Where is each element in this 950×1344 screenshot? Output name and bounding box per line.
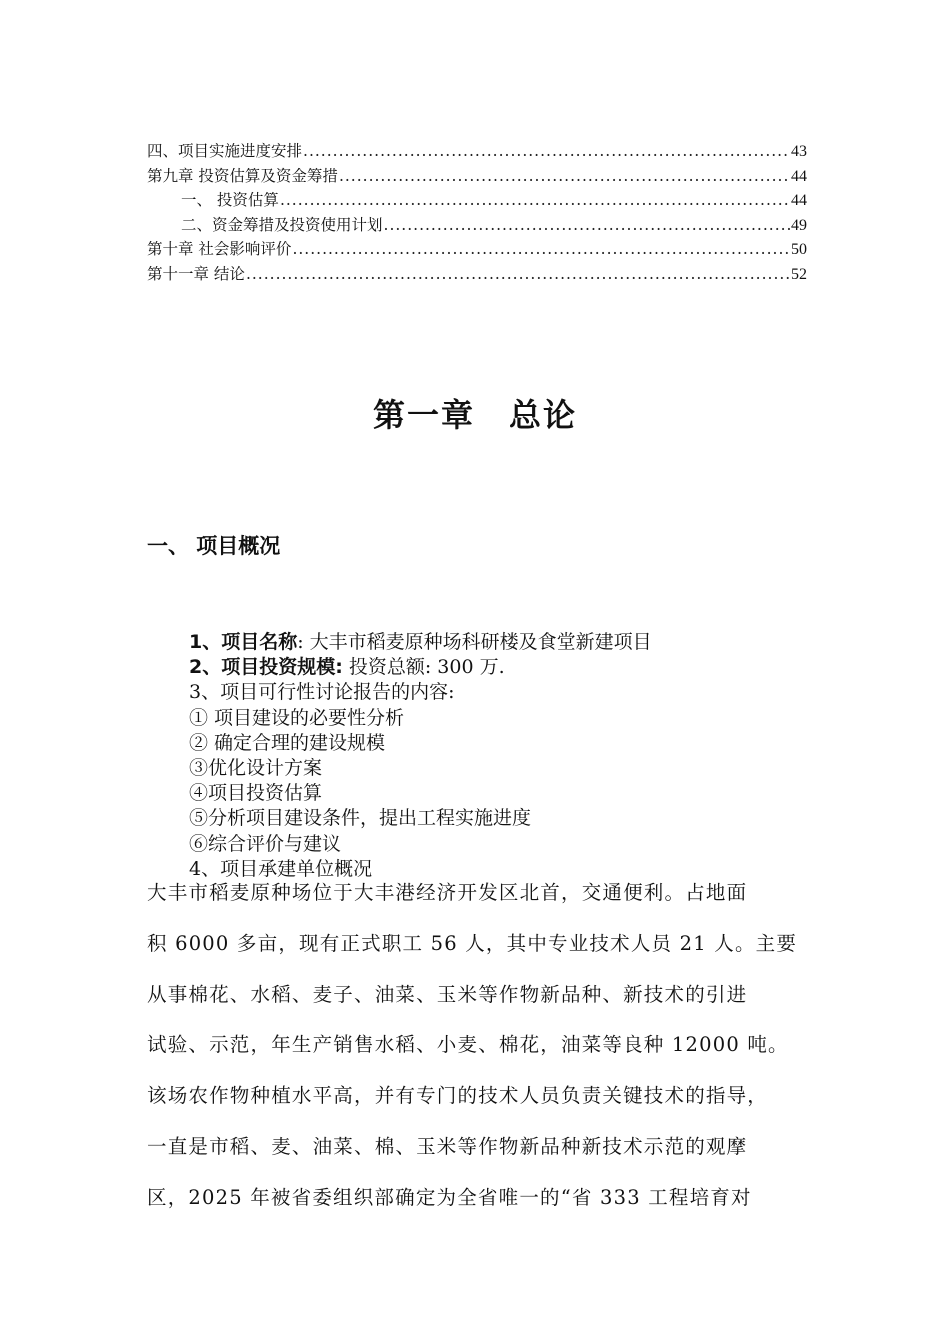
toc-entry-title: 第九章 投资估算及资金筹措 xyxy=(147,166,338,185)
investment-scale-value: 投资总额: 300 万. xyxy=(342,656,505,679)
toc-entry-page: 43 xyxy=(791,143,807,160)
body-paragraph xyxy=(147,874,827,1230)
list-item-investment-scale xyxy=(189,655,829,680)
toc-entry[interactable] xyxy=(147,188,807,213)
investment-scale-label: 2、项目投资规模: xyxy=(189,656,343,679)
paragraph-line: 积 6000 多亩，现有正式职工 56 人，其中专业技术人员 21 人。主要 xyxy=(147,931,798,955)
list-item-report-contents: 3、项目可行性讨论报告的内容: xyxy=(189,681,455,704)
paragraph-line: 一直是市稻、麦、油菜、棉、玉米等作物新品种新技术示范的观摩 xyxy=(147,1134,748,1158)
toc-entry[interactable] xyxy=(147,237,807,262)
list-item: ① 项目建设的必要性分析 xyxy=(189,706,405,729)
paragraph-line: 区，2025 年被省委组织部确定为全省唯一的“省 333 工程培育对 xyxy=(147,1185,752,1209)
toc-entry-title: 一、 投资估算 xyxy=(181,191,279,210)
paragraph-line: 大丰市稻麦原种场位于大丰港经济开发区北首，交通便利。占地面 xyxy=(147,881,748,904)
toc-entry[interactable] xyxy=(147,262,807,287)
list-item: ③优化设计方案 xyxy=(189,756,323,779)
toc-entry-title: 四、项目实施进度安排 xyxy=(147,142,303,160)
list-item: ② 确定合理的建设规模 xyxy=(189,731,386,754)
toc-entry[interactable] xyxy=(147,164,807,189)
toc-entry-title: 第十章 社会影响评价 xyxy=(147,240,292,259)
toc-leader-dots xyxy=(246,262,790,287)
list-item-unit-overview: 4、项目承建单位概况 xyxy=(189,857,373,880)
paragraph-line: 从事棉花、水稻、麦子、油菜、玉米等作物新品种、新技术的引进 xyxy=(147,982,748,1006)
toc-entry-page: 52 xyxy=(791,265,807,283)
toc-entry[interactable] xyxy=(147,139,807,164)
toc-leader-dots xyxy=(339,164,790,189)
toc-leader-dots xyxy=(384,213,790,238)
toc-leader-dots xyxy=(303,139,790,164)
toc-entry-title: 第十一章 结论 xyxy=(147,264,245,283)
section-heading: 一、 项目概况 xyxy=(147,534,281,558)
toc-entry[interactable] xyxy=(147,213,807,238)
list-item-project-name xyxy=(189,630,829,655)
project-name-label: 1、项目名称 xyxy=(189,631,298,653)
project-overview-list xyxy=(189,630,829,882)
chapter-title: 第一章 总论 xyxy=(372,396,577,434)
toc-entry-page: 44 xyxy=(791,167,807,185)
table-of-contents xyxy=(147,139,807,287)
list-item: ⑥综合评价与建议 xyxy=(189,832,342,855)
paragraph-line: 该场农作物种植水平高，并有专门的技术人员负责关键技术的指导， xyxy=(147,1084,769,1108)
toc-entry-page: 49 xyxy=(791,216,807,234)
toc-leader-dots xyxy=(292,237,790,262)
toc-entry-page: 50 xyxy=(791,241,807,259)
project-name-value: : 大丰市稻麦原种场科研楼及食堂新建项目 xyxy=(297,631,652,653)
paragraph-line: 试验、示范，年生产销售水稻、小麦、棉花，油菜等良种 12000 吨。 xyxy=(147,1033,789,1057)
list-item: ⑤分析项目建设条件，提出工程实施进度 xyxy=(189,807,532,830)
toc-leader-dots xyxy=(280,188,790,213)
toc-entry-page: 44 xyxy=(791,192,807,210)
list-item: ④项目投资估算 xyxy=(189,782,323,805)
toc-entry-title: 二、资金筹措及投资使用计划 xyxy=(181,215,383,234)
